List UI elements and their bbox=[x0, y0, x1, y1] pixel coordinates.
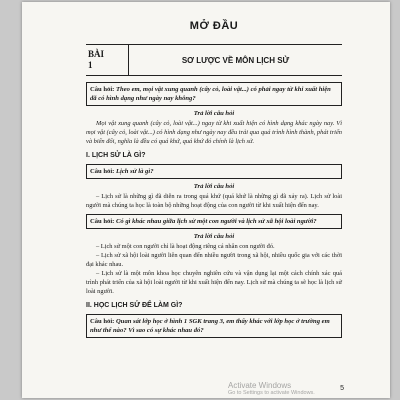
answer-label: Trả lời câu hỏi bbox=[193, 233, 235, 240]
question-text: Lịch sử là gì? bbox=[116, 168, 154, 175]
question-prefix: Câu hỏi: bbox=[90, 86, 117, 93]
watermark-subtitle: Go to Settings to activate Windows. bbox=[228, 390, 315, 396]
answer-label: Trả lời câu hỏi bbox=[193, 183, 235, 190]
lesson-number: 1 bbox=[88, 60, 93, 70]
lesson-label-word: BÀI bbox=[88, 49, 105, 59]
watermark-title: Activate Windows bbox=[228, 381, 292, 390]
lesson-title: SƠ LƯỢC VỀ MÔN LỊCH SỬ bbox=[181, 55, 290, 65]
page-content bbox=[86, 20, 342, 341]
page-number: 5 bbox=[340, 385, 344, 392]
section-heading: I. LỊCH SỬ LÀ GÌ? bbox=[86, 152, 146, 159]
document-page bbox=[22, 2, 390, 398]
question-box bbox=[86, 214, 342, 229]
question-box bbox=[86, 314, 342, 338]
question-prefix: Câu hỏi: bbox=[90, 168, 117, 175]
activate-windows-watermark[interactable] bbox=[228, 381, 348, 396]
question-prefix: Câu hỏi: bbox=[90, 218, 117, 225]
answer-paragraph: Mọi vật xung quanh (cây cỏ, loài vật...) ngay từ khi xuất hiện có hình dạng khác ngày nay. Vì mọi vật (cây cỏ, loài vật...) có hình dạng như ngày nay đều trải qua quá trình hình thành, phát triển và biến đổi, nghĩa là đều có quá khứ, quá khứ đó chính là lịch sử. bbox=[86, 120, 342, 145]
question-prefix: Câu hỏi: bbox=[90, 318, 117, 325]
answer-label: Trả lời câu hỏi bbox=[193, 110, 235, 117]
question-text: Có gì khác nhau giữa lịch sử một con người và lịch sử xã hội loài người? bbox=[116, 218, 317, 225]
lesson-header bbox=[86, 44, 342, 76]
question-box bbox=[86, 82, 342, 106]
question-text: Theo em, mọi vật xung quanh (cây cỏ, loài vật...) có phải ngay từ khi xuất hiện đã có hình dạng như ngày nay không? bbox=[90, 86, 331, 102]
page-title: MỞ ĐẦU bbox=[189, 20, 239, 32]
answer-paragraph: – Lịch sử là những gì đã diễn ra trong quá khứ (quá khứ là những gì đã xảy ra). Lịch sử loài người mà chúng ta học là toàn bộ những hoạt động của con người từ khi xuất hiện đến nay. bbox=[86, 193, 342, 209]
question-text: Quan sát lớp học ở hình 1 SGK trang 3, em thấy khác với lớp học ở trường em như thế nào? Vì sao có sự khác nhau đó? bbox=[90, 318, 330, 334]
answer-paragraph: – Lịch sử xã hội loài người liên quan đến nhiều người trong xã hội, nhiều quốc gia với các thời đại khác nhau. bbox=[86, 252, 342, 268]
question-box bbox=[86, 164, 342, 179]
answer-paragraph: – Lịch sử một con người chỉ là hoạt động riêng cá nhân con người đó. bbox=[96, 243, 275, 250]
text-blocks bbox=[86, 82, 342, 338]
answer-paragraph: – Lịch sử là một môn khoa học chuyên nghiên cứu và vận dụng lại một cách chính xác quá trình phát triển của xã hội loài người từ khi xuất hiện đến nay. Lịch sử mà chúng ta sẽ học là lịch sử loài người. bbox=[86, 270, 342, 295]
lesson-label bbox=[86, 45, 129, 75]
section-heading: II. HỌC LỊCH SỬ ĐỂ LÀM GÌ? bbox=[86, 302, 183, 309]
